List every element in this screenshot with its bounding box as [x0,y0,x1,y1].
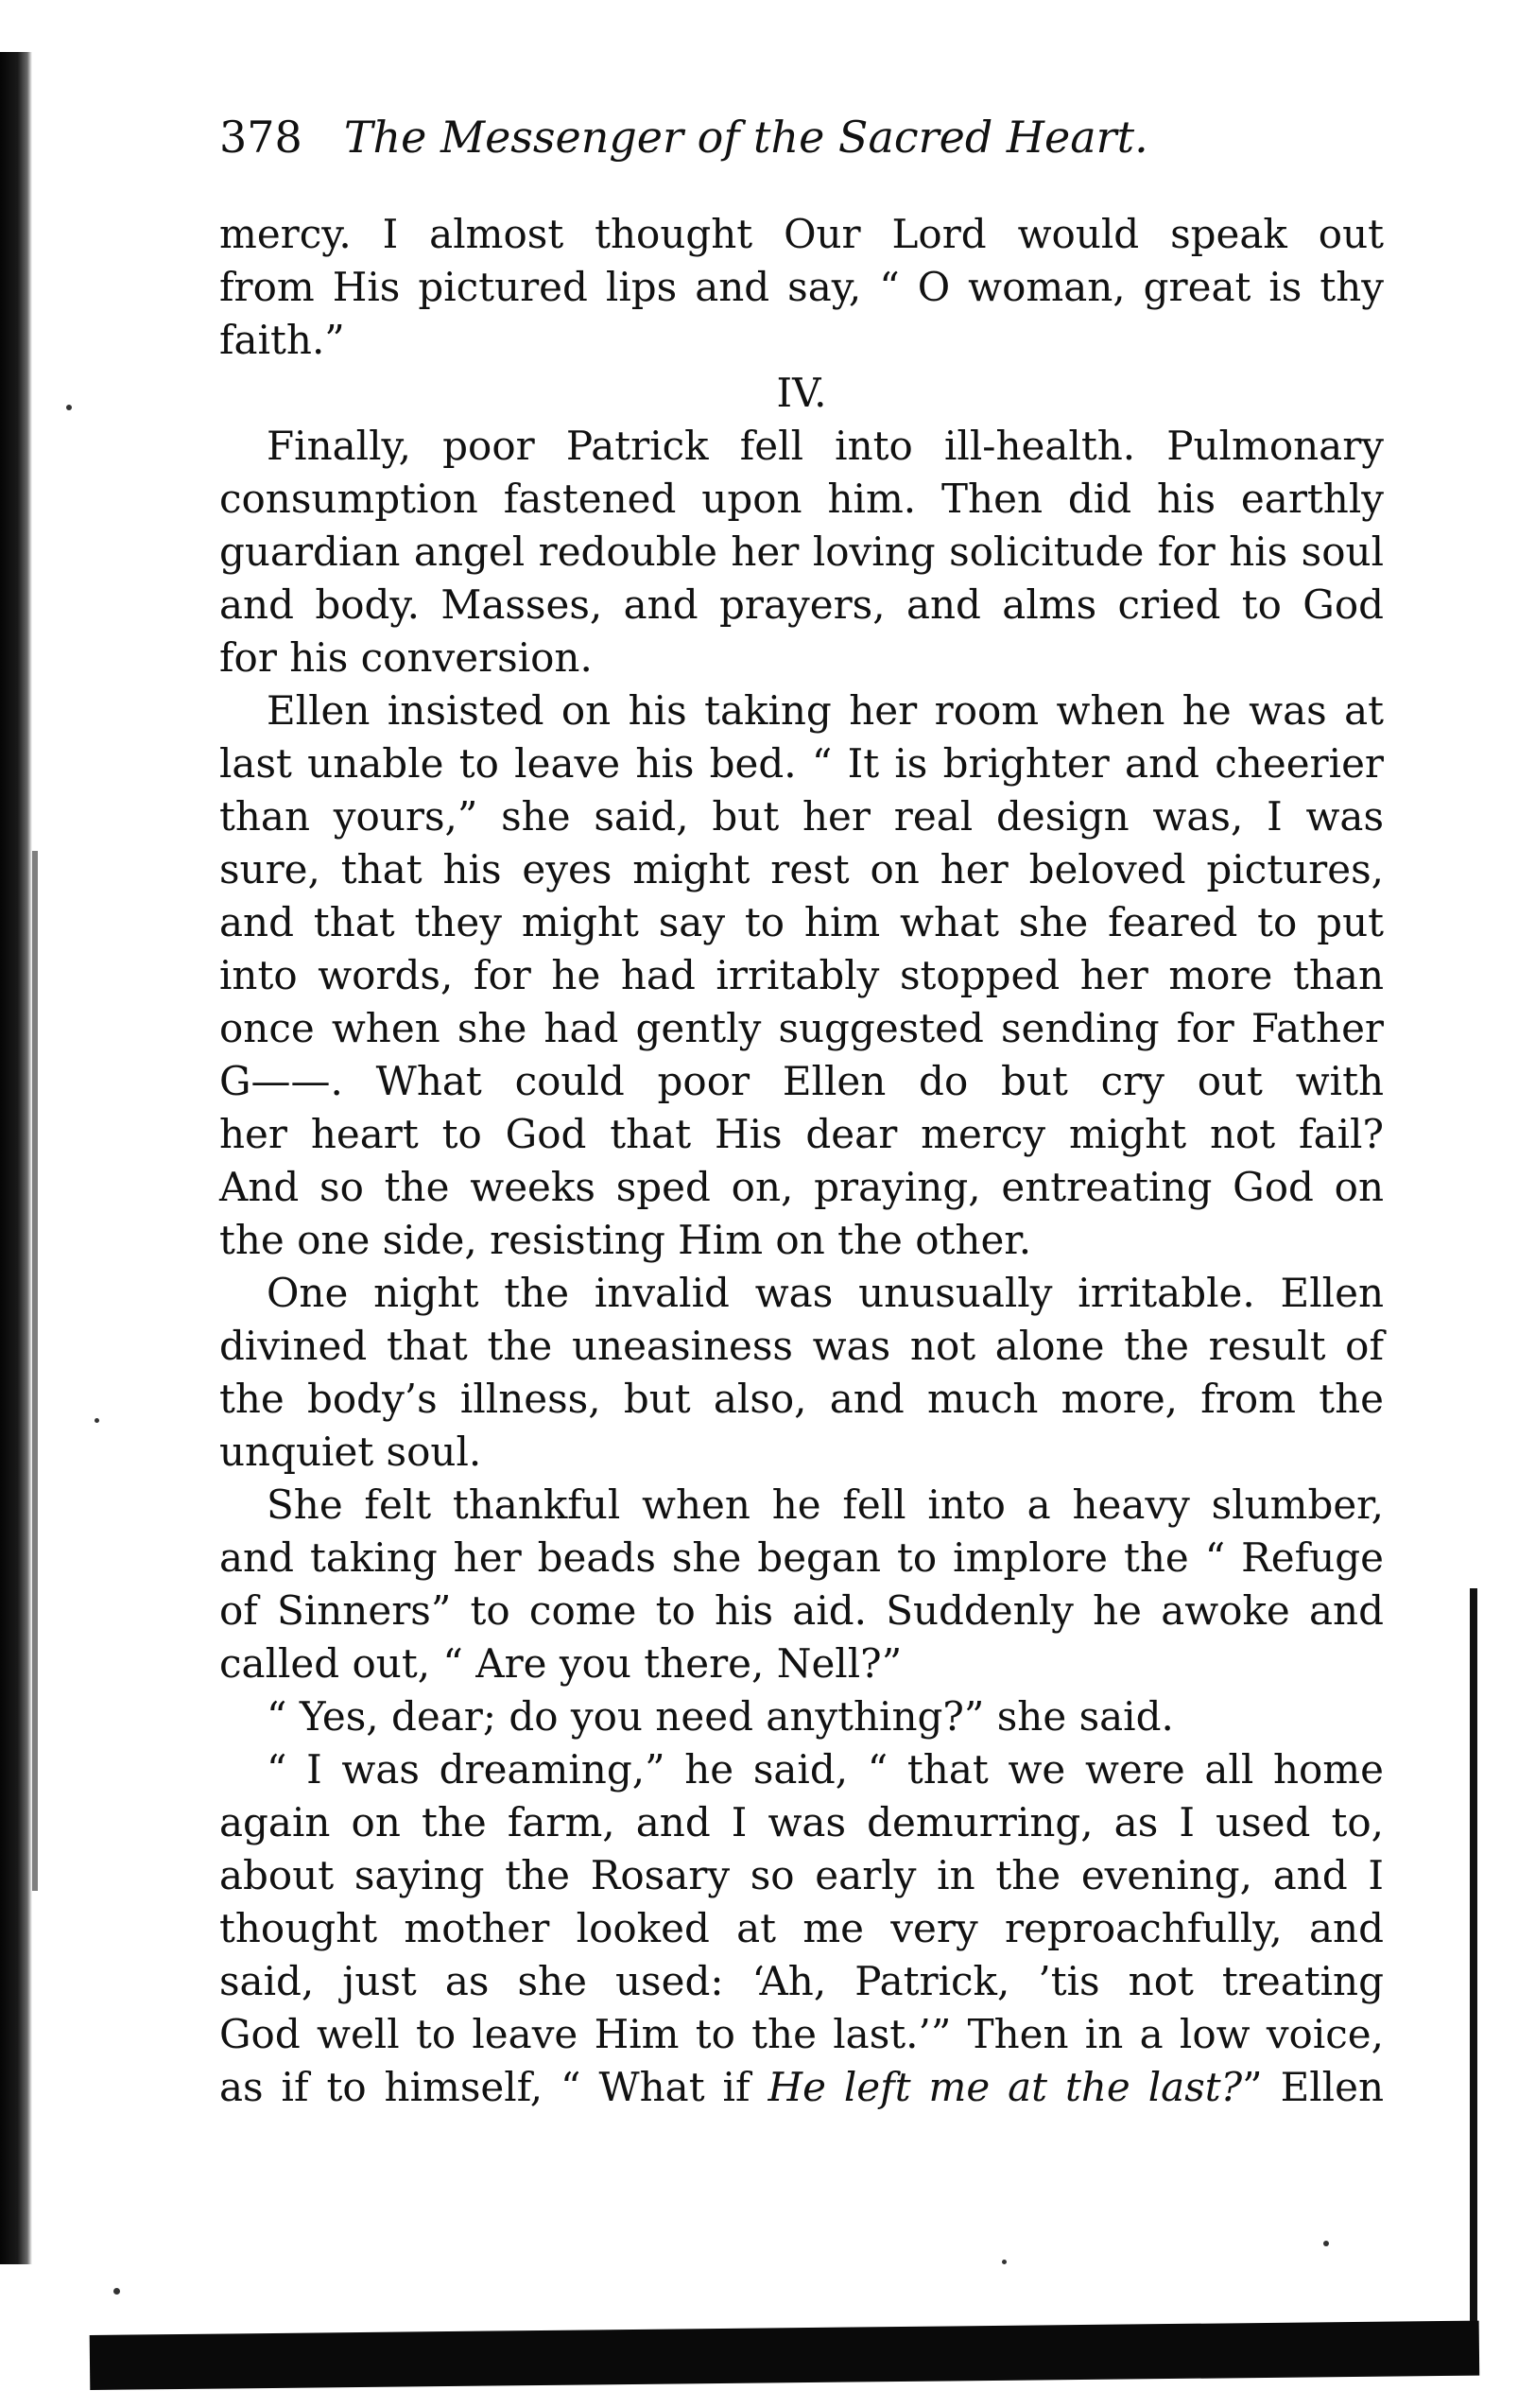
text-line-final [219,2061,1384,2114]
text-line: “ I was dreaming,” he said, “ that we were all home [267,1746,1384,1793]
page-gutter-edge [32,851,38,1891]
text-line: and body. Masses, and prayers, and alms cried to God [219,581,1384,628]
text-line: divined that the uneasiness was not alone the result of [219,1323,1384,1369]
text-line: once when she had gently suggested sending for Father [219,1005,1384,1051]
text-line: guardian angel redouble her loving solicitude for his soul [219,528,1384,575]
scan-speck [1323,2241,1329,2246]
running-title: The Messenger of the Sacred Heart. [343,112,1148,163]
text-line: again on the farm, and I was demurring, as I used to, [219,1799,1384,1845]
text-line: than yours,” she said, but her real design was, I was [219,793,1384,840]
text-line: thought mother looked at me very reproachfully, and [219,1905,1384,1951]
scan-edge-bottom [90,2321,1480,2390]
text-line: from His pictured lips and say, “ O woman, great is thy [219,264,1384,310]
text-line: for his conversion. [219,634,593,681]
body-text [219,208,1384,2114]
text-line: mercy. I almost thought Our Lord would speak out [219,211,1384,257]
scan-speck [1002,2260,1007,2264]
text-line: Finally, poor Patrick fell into ill-health. Pulmonary [267,423,1384,469]
text-line: Ellen insisted on his taking her room when he was at [267,687,1384,734]
text-line: into words, for he had irritably stopped her more than [219,952,1384,998]
final-line-end: ” Ellen [1242,2064,1384,2110]
text-line: unquiet soul. [219,1429,482,1475]
text-line: G——. What could poor Ellen do but cry out with [219,1058,1384,1104]
text-line: and that they might say to him what she feared to put [219,899,1384,945]
text-line: and taking her beads she began to implore the “ Refuge [219,1534,1384,1581]
text-line: called out, “ Are you there, Nell?” [219,1640,903,1687]
text-line: said, just as she used: ‘Ah, Patrick, ’tis not treating [219,1958,1384,2004]
final-line-italic: He left me at the last? [768,2064,1243,2110]
text-line: the body’s illness, but also, and much more, from the [219,1376,1384,1422]
text-line: the one side, resisting Him on the other. [219,1217,1032,1263]
text-line: sure, that his eyes might rest on her beloved pictures, [219,846,1384,892]
text-line: consumption fastened upon him. Then did his earthly [219,476,1384,522]
scan-edge-right [1470,1588,1477,2354]
scan-speck [95,1418,99,1423]
running-header [219,112,1401,168]
scan-speck [113,2288,120,2295]
text-line: of Sinners” to come to his aid. Suddenly he awoke and [219,1587,1384,1634]
page-gutter-shadow [0,52,32,2264]
text-line: about saying the Rosary so early in the evening, and I [219,1852,1384,1898]
text-line: faith.” [219,317,345,363]
text-line: her heart to God that His dear mercy might not fail? [219,1111,1384,1157]
text-line: “ Yes, dear; do you need anything?” she said. [267,1693,1174,1740]
page-number: 378 [219,112,302,163]
final-line-start: as if to himself, “ What if [219,2064,768,2110]
text-line: And so the weeks sped on, praying, entreating God on [219,1164,1384,1210]
text-line: last unable to leave his bed. “ It is brighter and cheerier [219,740,1384,787]
text-line: God well to leave Him to the last.’” Then in a low voice, [219,2011,1384,2057]
section-heading: IV. [776,370,827,416]
scan-speck [66,405,72,410]
text-line: She felt thankful when he fell into a heavy slumber, [267,1481,1384,1528]
text-line: One night the invalid was unusually irritable. Ellen [267,1270,1384,1316]
